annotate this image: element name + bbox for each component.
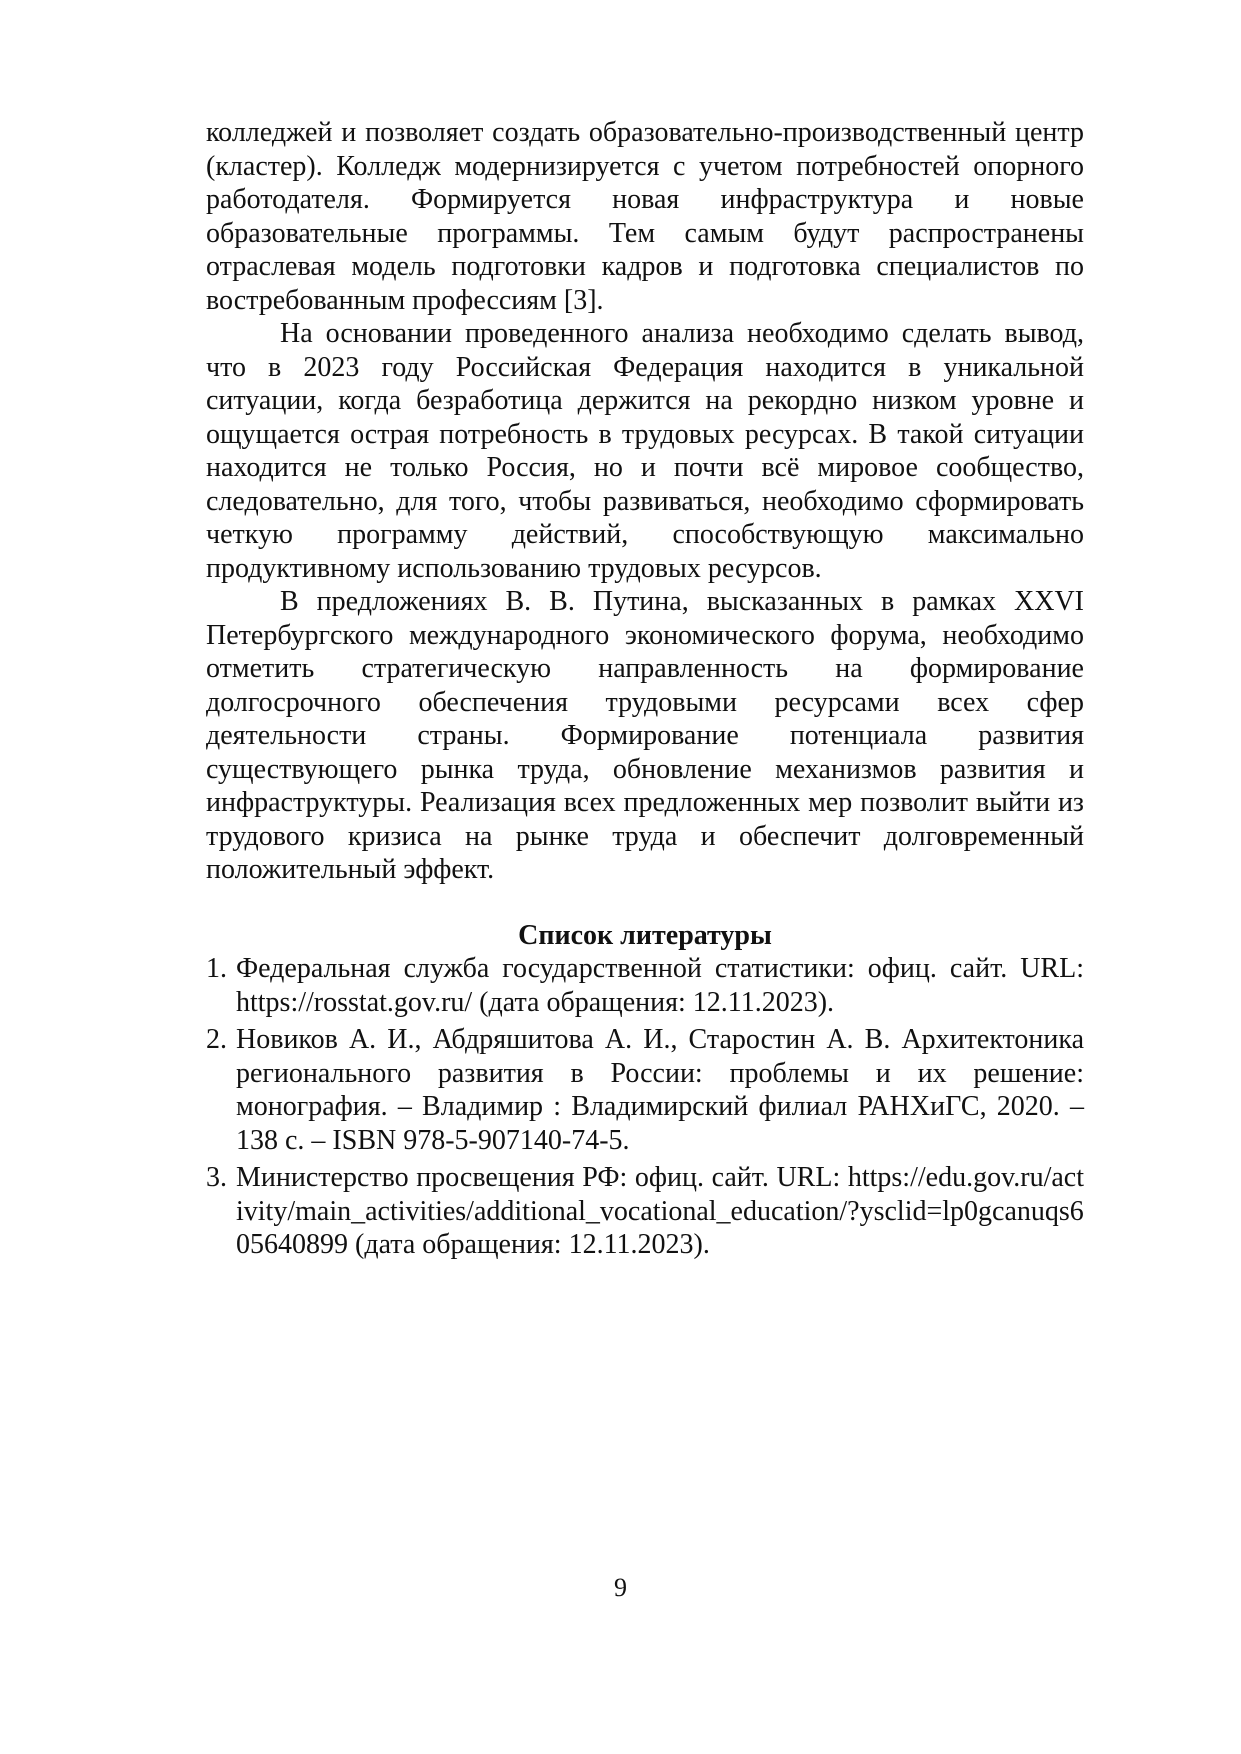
reference-number: 3. [206,1162,227,1193]
body-paragraph: В предложениях В. В. Путина, высказанных в рамках XXVI Петербургского международного экономического форума, необходимо отметить стратегическую направленность на формирование долгосрочного обеспечения трудовыми ресурсами всех сфер деятельности страны. Формирование потенциала развития существующего рынка труда, обновление механизмов развития и инфраструктуры. Реализация всех предложенных мер позволит выйти из трудового кризиса на рынке труда и обеспечит долговременный положительный эффект. [206,586,1084,885]
reference-number: 1. [206,953,227,984]
page-number: 9 [614,1573,627,1602]
references-heading: Список литературы [518,919,772,951]
reference-item [206,1161,1084,1262]
document-page [206,116,1084,1266]
reference-text: Федеральная служба государственной статистики: офиц. сайт. URL: https://rosstat.gov.ru/ (дата обращения: 12.11.2023). [236,953,1084,1018]
reference-item [206,952,1084,1019]
reference-number: 2. [206,1024,227,1055]
body-paragraph: колледжей и позволяет создать образовательно-производственный центр (кластер). Колледж модернизируется с учетом потребностей опорного работодателя. Формируется новая инфраструктура и новые образовательные программы. Тем самым будут распространены отраслевая модель подготовки кадров и подготовка специалистов по востребованным профессиям [3]. [206,117,1084,316]
references-list [206,952,1084,1262]
body-paragraph: На основании проведенного анализа необходимо сделать вывод, что в 2023 году Российская Федерация находится в уникальной ситуации, когда безработица держится на рекордно низком уровне и ощущается острая потребность в трудовых ресурсах. В такой ситуации находится не только Россия, но и почти всё мировое сообщество, следовательно, для того, чтобы развиваться, необходимо сформировать четкую программу действий, способствующую максимально продуктивному использованию трудовых ресурсов. [206,318,1084,584]
reference-text: Министерство просвещения РФ: офиц. сайт. URL: https://edu.gov.ru/activity/main_activities/additional_vocational_education/?ysclid=lp0gcanuqs605640899 (дата обращения: 12.11.2023). [236,1162,1084,1260]
reference-text: Новиков А. И., Абдряшитова А. И., Старостин А. В. Архитектоника регионального развития в России: проблемы и их решение: монография. – Владимир : Владимирский филиал РАНХиГС, 2020. – 138 с. – ISBN 978-5-907140-74-5. [236,1024,1084,1156]
reference-item [206,1023,1084,1157]
